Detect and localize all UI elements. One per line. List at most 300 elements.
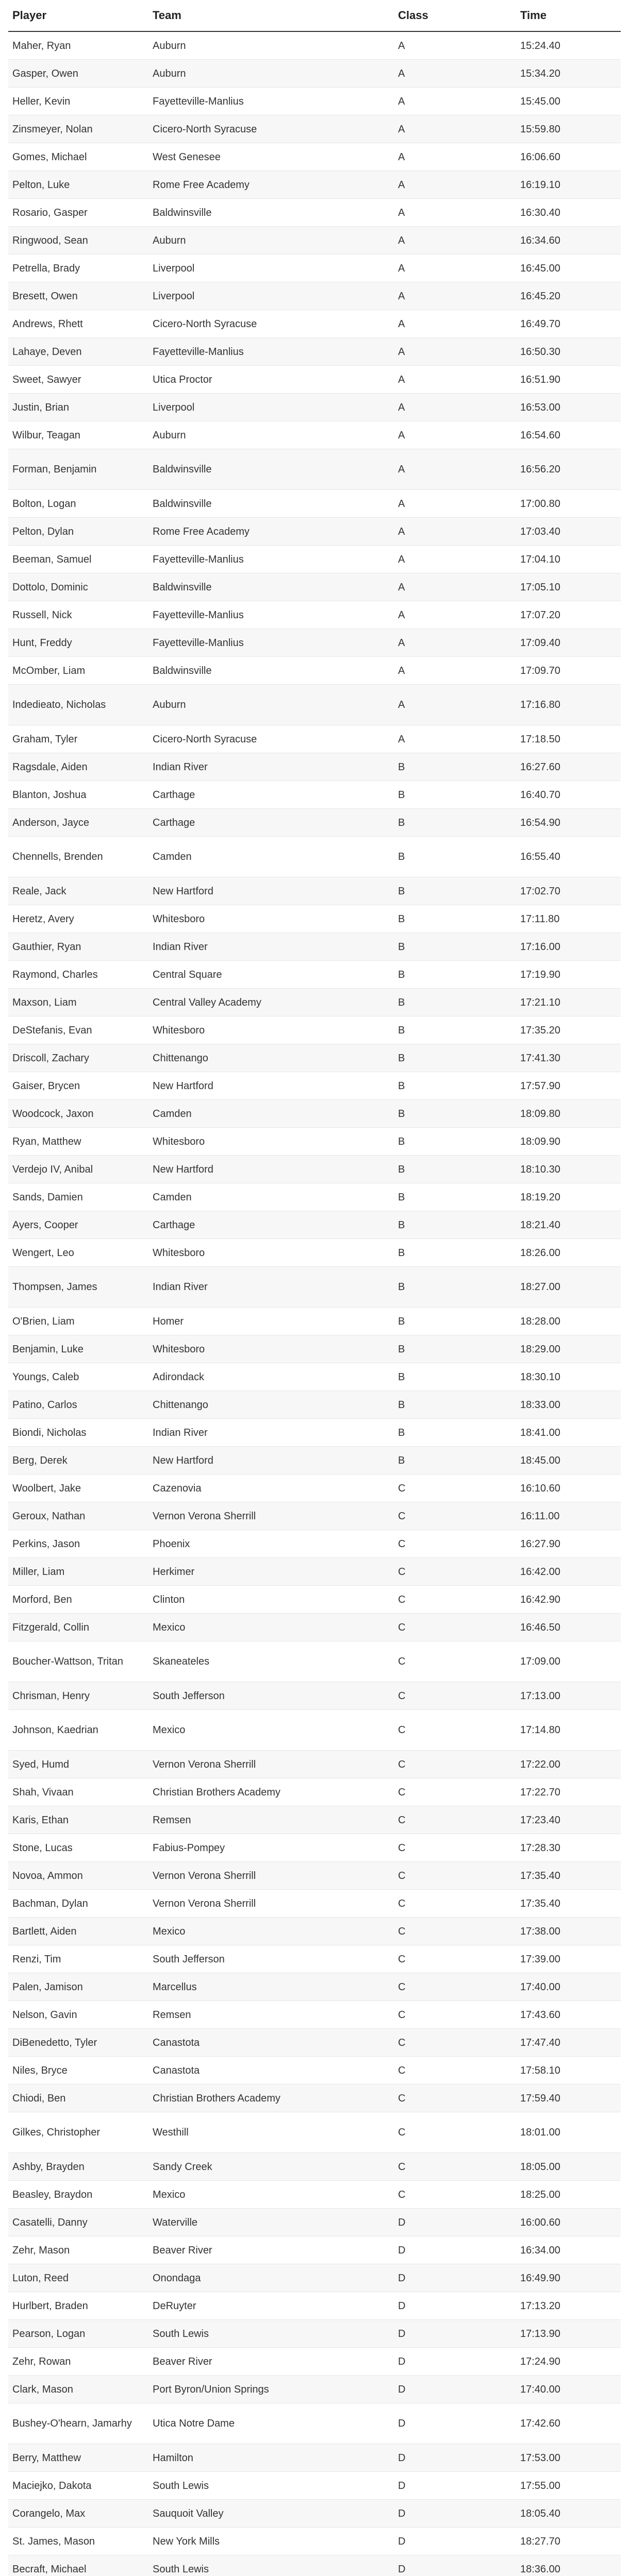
class-cell: A	[394, 629, 516, 657]
player-cell: Bachman, Dylan	[8, 1890, 148, 1918]
column-header-time[interactable]: Time	[516, 0, 621, 31]
player-cell: Beasley, Braydon	[8, 2181, 148, 2209]
class-cell: C	[394, 2029, 516, 2057]
class-cell: A	[394, 282, 516, 310]
team-cell: Fayetteville-Manlius	[148, 601, 394, 629]
player-cell: Zehr, Mason	[8, 2236, 148, 2264]
time-cell: 18:26.00	[516, 1239, 621, 1267]
team-cell: Mexico	[148, 1918, 394, 1945]
time-cell: 18:30.10	[516, 1363, 621, 1391]
class-cell: A	[394, 171, 516, 199]
table-row	[8, 1419, 621, 1447]
player-cell: Corangelo, Max	[8, 2500, 148, 2528]
team-cell: Auburn	[148, 421, 394, 449]
player-cell: Gilkes, Christopher	[8, 2112, 148, 2153]
player-cell: Dottolo, Dominic	[8, 573, 148, 601]
class-cell: A	[394, 421, 516, 449]
team-cell: Hamilton	[148, 2444, 394, 2472]
team-cell: Rome Free Academy	[148, 171, 394, 199]
table-row	[8, 1391, 621, 1419]
player-cell: Thompsen, James	[8, 1267, 148, 1308]
player-cell: Casatelli, Danny	[8, 2209, 148, 2236]
time-cell: 17:02.70	[516, 877, 621, 905]
results-table	[8, 0, 621, 2576]
time-cell: 16:06.60	[516, 143, 621, 171]
table-row	[8, 2057, 621, 2084]
table-row	[8, 1586, 621, 1614]
time-cell: 16:56.20	[516, 449, 621, 490]
team-cell: Christian Brothers Academy	[148, 2084, 394, 2112]
time-cell: 17:38.00	[516, 1918, 621, 1945]
class-cell: B	[394, 989, 516, 1016]
table-row	[8, 1211, 621, 1239]
table-row	[8, 115, 621, 143]
time-cell: 17:47.40	[516, 2029, 621, 2057]
team-cell: Camden	[148, 1100, 394, 1128]
player-cell: Ryan, Matthew	[8, 1128, 148, 1156]
team-cell: New Hartford	[148, 1156, 394, 1183]
table-row	[8, 725, 621, 753]
team-cell: Indian River	[148, 753, 394, 781]
table-row	[8, 1751, 621, 1778]
table-row	[8, 449, 621, 490]
player-cell: Maxson, Liam	[8, 989, 148, 1016]
player-cell: Geroux, Nathan	[8, 1502, 148, 1530]
table-row	[8, 1308, 621, 1335]
player-cell: DeStefanis, Evan	[8, 1016, 148, 1044]
class-cell: C	[394, 1710, 516, 1751]
table-row	[8, 1267, 621, 1308]
team-cell: Utica Notre Dame	[148, 2403, 394, 2444]
class-cell: D	[394, 2472, 516, 2500]
player-cell: Patino, Carlos	[8, 1391, 148, 1419]
table-row	[8, 657, 621, 685]
table-row	[8, 2029, 621, 2057]
time-cell: 17:21.10	[516, 989, 621, 1016]
class-cell: C	[394, 1862, 516, 1890]
time-cell: 16:54.60	[516, 421, 621, 449]
class-cell: A	[394, 725, 516, 753]
team-cell: Chittenango	[148, 1391, 394, 1419]
time-cell: 16:42.90	[516, 1586, 621, 1614]
table-row	[8, 1641, 621, 1682]
time-cell: 17:13.00	[516, 1682, 621, 1710]
player-cell: Ashby, Brayden	[8, 2153, 148, 2181]
table-row	[8, 1682, 621, 1710]
time-cell: 16:34.60	[516, 227, 621, 255]
time-cell: 17:40.00	[516, 2376, 621, 2403]
team-cell: Baldwinsville	[148, 199, 394, 227]
player-cell: Pelton, Dylan	[8, 518, 148, 546]
class-cell: A	[394, 685, 516, 725]
team-cell: Skaneateles	[148, 1641, 394, 1682]
team-cell: Cicero-North Syracuse	[148, 115, 394, 143]
class-cell: C	[394, 1890, 516, 1918]
time-cell: 17:14.80	[516, 1710, 621, 1751]
team-cell: Christian Brothers Academy	[148, 1778, 394, 1806]
table-row	[8, 88, 621, 115]
team-cell: Auburn	[148, 685, 394, 725]
player-cell: Gasper, Owen	[8, 60, 148, 88]
player-cell: Berry, Matthew	[8, 2444, 148, 2472]
table-row	[8, 1558, 621, 1586]
player-cell: Pearson, Logan	[8, 2320, 148, 2348]
player-cell: Hunt, Freddy	[8, 629, 148, 657]
class-cell: C	[394, 1641, 516, 1682]
player-cell: Hurlbert, Braden	[8, 2292, 148, 2320]
class-cell: B	[394, 961, 516, 989]
table-row	[8, 60, 621, 88]
time-cell: 18:27.00	[516, 1267, 621, 1308]
class-cell: D	[394, 2500, 516, 2528]
class-cell: C	[394, 1558, 516, 1586]
column-header-class[interactable]: Class	[394, 0, 516, 31]
class-cell: B	[394, 1391, 516, 1419]
table-row	[8, 1710, 621, 1751]
class-cell: B	[394, 1211, 516, 1239]
team-cell: Clinton	[148, 1586, 394, 1614]
team-cell: Waterville	[148, 2209, 394, 2236]
team-cell: Auburn	[148, 60, 394, 88]
class-cell: D	[394, 2528, 516, 2555]
time-cell: 16:30.40	[516, 199, 621, 227]
player-cell: O'Brien, Liam	[8, 1308, 148, 1335]
table-row	[8, 1973, 621, 2001]
table-row	[8, 2472, 621, 2500]
player-cell: Renzi, Tim	[8, 1945, 148, 1973]
time-cell: 16:27.90	[516, 1530, 621, 1558]
team-cell: Cicero-North Syracuse	[148, 725, 394, 753]
player-cell: Anderson, Jayce	[8, 809, 148, 837]
table-row	[8, 877, 621, 905]
team-cell: Liverpool	[148, 255, 394, 282]
time-cell: 17:22.70	[516, 1778, 621, 1806]
table-row	[8, 255, 621, 282]
class-cell: B	[394, 1419, 516, 1447]
player-cell: Sweet, Sawyer	[8, 366, 148, 394]
class-cell: C	[394, 1614, 516, 1641]
player-cell: Blanton, Joshua	[8, 781, 148, 809]
player-cell: Morford, Ben	[8, 1586, 148, 1614]
table-row	[8, 143, 621, 171]
team-cell: Sandy Creek	[148, 2153, 394, 2181]
player-cell: Woolbert, Jake	[8, 1475, 148, 1502]
table-row	[8, 1475, 621, 1502]
player-cell: Raymond, Charles	[8, 961, 148, 989]
class-cell: D	[394, 2348, 516, 2376]
team-cell: Port Byron/Union Springs	[148, 2376, 394, 2403]
class-cell: D	[394, 2555, 516, 2576]
class-cell: D	[394, 2236, 516, 2264]
table-row	[8, 2236, 621, 2264]
class-cell: C	[394, 1475, 516, 1502]
team-cell: Liverpool	[148, 394, 394, 421]
table-row	[8, 2181, 621, 2209]
class-cell: C	[394, 1586, 516, 1614]
player-cell: Heller, Kevin	[8, 88, 148, 115]
table-row	[8, 1072, 621, 1100]
class-cell: B	[394, 905, 516, 933]
class-cell: C	[394, 2181, 516, 2209]
team-cell: Homer	[148, 1308, 394, 1335]
player-cell: Chiodi, Ben	[8, 2084, 148, 2112]
team-cell: Marcellus	[148, 1973, 394, 2001]
time-cell: 15:24.40	[516, 31, 621, 60]
table-row	[8, 1156, 621, 1183]
table-row	[8, 573, 621, 601]
time-cell: 16:34.00	[516, 2236, 621, 2264]
player-cell: Zehr, Rowan	[8, 2348, 148, 2376]
table-row	[8, 490, 621, 518]
table-row	[8, 1834, 621, 1862]
class-cell: B	[394, 1308, 516, 1335]
player-cell: Zinsmeyer, Nolan	[8, 115, 148, 143]
table-body	[8, 31, 621, 2576]
time-cell: 17:39.00	[516, 1945, 621, 1973]
table-row	[8, 518, 621, 546]
player-cell: Youngs, Caleb	[8, 1363, 148, 1391]
time-cell: 18:09.80	[516, 1100, 621, 1128]
class-cell: D	[394, 2209, 516, 2236]
table-row	[8, 2153, 621, 2181]
team-cell: Fayetteville-Manlius	[148, 629, 394, 657]
team-cell: Carthage	[148, 781, 394, 809]
team-cell: Baldwinsville	[148, 490, 394, 518]
team-cell: Whitesboro	[148, 1016, 394, 1044]
table-row	[8, 1128, 621, 1156]
team-cell: Indian River	[148, 1419, 394, 1447]
time-cell: 18:01.00	[516, 2112, 621, 2153]
player-cell: Ragsdale, Aiden	[8, 753, 148, 781]
table-row	[8, 2264, 621, 2292]
time-cell: 16:00.60	[516, 2209, 621, 2236]
time-cell: 16:49.90	[516, 2264, 621, 2292]
time-cell: 17:00.80	[516, 490, 621, 518]
table-row	[8, 905, 621, 933]
time-cell: 17:09.00	[516, 1641, 621, 1682]
table-header-row	[8, 0, 621, 31]
class-cell: C	[394, 1945, 516, 1973]
class-cell: A	[394, 255, 516, 282]
player-cell: Bolton, Logan	[8, 490, 148, 518]
time-cell: 17:41.30	[516, 1044, 621, 1072]
class-cell: B	[394, 1072, 516, 1100]
table-row	[8, 1183, 621, 1211]
time-cell: 15:34.20	[516, 60, 621, 88]
class-cell: A	[394, 199, 516, 227]
table-row	[8, 1945, 621, 1973]
table-row	[8, 809, 621, 837]
player-cell: Pelton, Luke	[8, 171, 148, 199]
table-row	[8, 2209, 621, 2236]
table-row	[8, 2403, 621, 2444]
class-cell: B	[394, 1100, 516, 1128]
time-cell: 16:42.00	[516, 1558, 621, 1586]
class-cell: C	[394, 2112, 516, 2153]
table-row	[8, 366, 621, 394]
team-cell: New York Mills	[148, 2528, 394, 2555]
player-cell: Justin, Brian	[8, 394, 148, 421]
team-cell: South Jefferson	[148, 1682, 394, 1710]
team-cell: Westhill	[148, 2112, 394, 2153]
team-cell: Fayetteville-Manlius	[148, 546, 394, 573]
table-row	[8, 2320, 621, 2348]
team-cell: Auburn	[148, 227, 394, 255]
player-cell: Petrella, Brady	[8, 255, 148, 282]
column-header-player[interactable]: Player	[8, 0, 148, 31]
team-cell: Vernon Verona Sherrill	[148, 1751, 394, 1778]
player-cell: Nelson, Gavin	[8, 2001, 148, 2029]
class-cell: D	[394, 2292, 516, 2320]
class-cell: B	[394, 781, 516, 809]
player-cell: Palen, Jamison	[8, 1973, 148, 2001]
time-cell: 17:42.60	[516, 2403, 621, 2444]
player-cell: Driscoll, Zachary	[8, 1044, 148, 1072]
class-cell: C	[394, 1502, 516, 1530]
player-cell: Ayers, Cooper	[8, 1211, 148, 1239]
class-cell: B	[394, 1239, 516, 1267]
player-cell: Sands, Damien	[8, 1183, 148, 1211]
team-cell: Baldwinsville	[148, 449, 394, 490]
time-cell: 16:19.10	[516, 171, 621, 199]
class-cell: A	[394, 394, 516, 421]
time-cell: 18:10.30	[516, 1156, 621, 1183]
team-cell: Mexico	[148, 1710, 394, 1751]
player-cell: Clark, Mason	[8, 2376, 148, 2403]
time-cell: 17:09.40	[516, 629, 621, 657]
table-row	[8, 2112, 621, 2153]
player-cell: Graham, Tyler	[8, 725, 148, 753]
table-row	[8, 2555, 621, 2576]
table-row	[8, 1806, 621, 1834]
class-cell: A	[394, 518, 516, 546]
class-cell: D	[394, 2444, 516, 2472]
time-cell: 18:36.00	[516, 2555, 621, 2576]
table-row	[8, 1862, 621, 1890]
time-cell: 16:11.00	[516, 1502, 621, 1530]
player-cell: Reale, Jack	[8, 877, 148, 905]
class-cell: A	[394, 227, 516, 255]
time-cell: 17:09.70	[516, 657, 621, 685]
table-row	[8, 1530, 621, 1558]
player-cell: Maher, Ryan	[8, 31, 148, 60]
player-cell: Karis, Ethan	[8, 1806, 148, 1834]
player-cell: Wengert, Leo	[8, 1239, 148, 1267]
team-cell: Cazenovia	[148, 1475, 394, 1502]
team-cell: Beaver River	[148, 2348, 394, 2376]
player-cell: Luton, Reed	[8, 2264, 148, 2292]
table-row	[8, 227, 621, 255]
column-header-team[interactable]: Team	[148, 0, 394, 31]
time-cell: 18:09.90	[516, 1128, 621, 1156]
table-row	[8, 282, 621, 310]
class-cell: C	[394, 1918, 516, 1945]
time-cell: 16:54.90	[516, 809, 621, 837]
class-cell: B	[394, 809, 516, 837]
class-cell: A	[394, 573, 516, 601]
class-cell: C	[394, 1530, 516, 1558]
time-cell: 18:29.00	[516, 1335, 621, 1363]
team-cell: Canastota	[148, 2029, 394, 2057]
team-cell: Utica Proctor	[148, 366, 394, 394]
class-cell: A	[394, 490, 516, 518]
player-cell: Berg, Derek	[8, 1447, 148, 1475]
team-cell: Beaver River	[148, 2236, 394, 2264]
time-cell: 17:04.10	[516, 546, 621, 573]
team-cell: Camden	[148, 837, 394, 877]
class-cell: C	[394, 2084, 516, 2112]
team-cell: Remsen	[148, 2001, 394, 2029]
table-row	[8, 1614, 621, 1641]
time-cell: 17:43.60	[516, 2001, 621, 2029]
team-cell: Vernon Verona Sherrill	[148, 1890, 394, 1918]
class-cell: C	[394, 2001, 516, 2029]
time-cell: 18:45.00	[516, 1447, 621, 1475]
time-cell: 16:10.60	[516, 1475, 621, 1502]
table-row	[8, 753, 621, 781]
time-cell: 17:19.90	[516, 961, 621, 989]
team-cell: South Jefferson	[148, 1945, 394, 1973]
team-cell: South Lewis	[148, 2472, 394, 2500]
class-cell: C	[394, 1834, 516, 1862]
team-cell: Indian River	[148, 933, 394, 961]
team-cell: South Lewis	[148, 2555, 394, 2576]
player-cell: Bresett, Owen	[8, 282, 148, 310]
table-row	[8, 171, 621, 199]
time-cell: 18:05.40	[516, 2500, 621, 2528]
table-row	[8, 837, 621, 877]
time-cell: 16:53.00	[516, 394, 621, 421]
table-row	[8, 338, 621, 366]
team-cell: Indian River	[148, 1267, 394, 1308]
class-cell: B	[394, 837, 516, 877]
time-cell: 16:46.50	[516, 1614, 621, 1641]
class-cell: A	[394, 546, 516, 573]
table-row	[8, 546, 621, 573]
table-row	[8, 781, 621, 809]
team-cell: Phoenix	[148, 1530, 394, 1558]
table-row	[8, 199, 621, 227]
table-row	[8, 1778, 621, 1806]
class-cell: B	[394, 1363, 516, 1391]
time-cell: 18:25.00	[516, 2181, 621, 2209]
time-cell: 16:40.70	[516, 781, 621, 809]
table-row	[8, 933, 621, 961]
class-cell: D	[394, 2320, 516, 2348]
time-cell: 17:16.00	[516, 933, 621, 961]
class-cell: D	[394, 2264, 516, 2292]
class-cell: A	[394, 60, 516, 88]
team-cell: Onondaga	[148, 2264, 394, 2292]
player-cell: Heretz, Avery	[8, 905, 148, 933]
player-cell: Ringwood, Sean	[8, 227, 148, 255]
player-cell: Russell, Nick	[8, 601, 148, 629]
class-cell: C	[394, 2153, 516, 2181]
player-cell: Fitzgerald, Collin	[8, 1614, 148, 1641]
class-cell: C	[394, 2057, 516, 2084]
time-cell: 17:16.80	[516, 685, 621, 725]
player-cell: Andrews, Rhett	[8, 310, 148, 338]
table-row	[8, 31, 621, 60]
player-cell: Maciejko, Dakota	[8, 2472, 148, 2500]
team-cell: DeRuyter	[148, 2292, 394, 2320]
time-cell: 16:50.30	[516, 338, 621, 366]
player-cell: Lahaye, Deven	[8, 338, 148, 366]
class-cell: C	[394, 1778, 516, 1806]
time-cell: 17:35.20	[516, 1016, 621, 1044]
table-row	[8, 1100, 621, 1128]
table-row	[8, 2444, 621, 2472]
